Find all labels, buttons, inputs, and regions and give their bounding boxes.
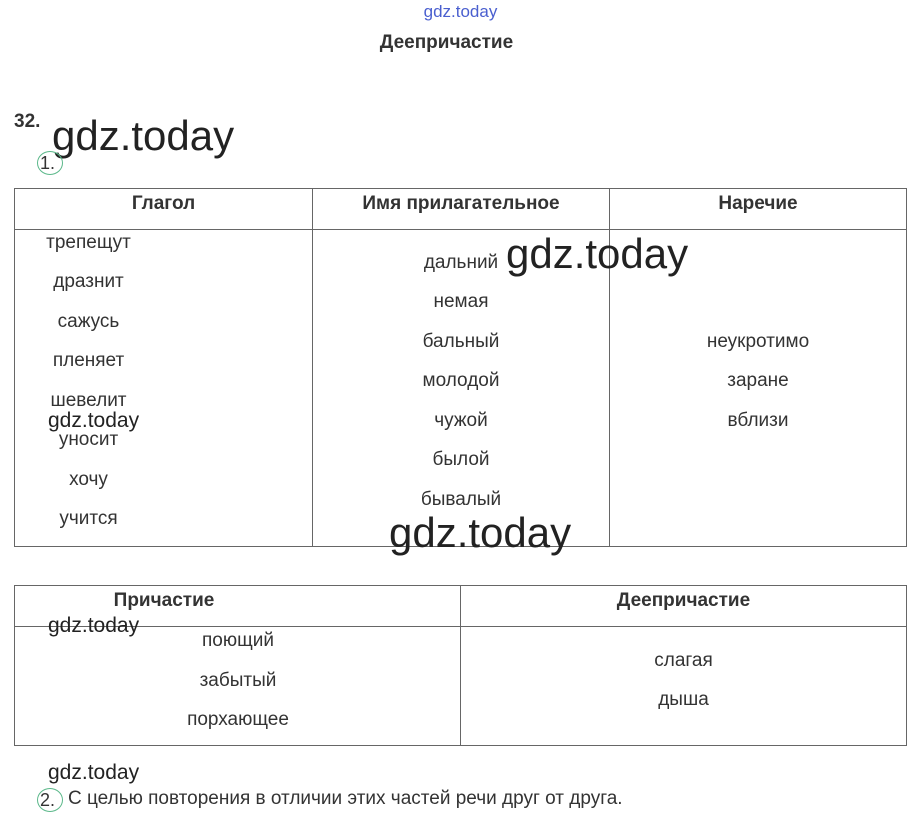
watermark: gdz.today	[48, 614, 140, 637]
gerunds-cell	[461, 627, 907, 746]
header-verb: Глагол	[15, 189, 313, 230]
watermark-top: gdz.today	[423, 2, 498, 21]
list-item: вблизи	[727, 410, 789, 431]
list-item: дыша	[658, 689, 709, 710]
list-item: чужой	[434, 410, 488, 431]
part1-label: 1.	[37, 151, 63, 175]
gerunds-list	[461, 627, 906, 745]
watermark: gdz.today	[52, 112, 235, 159]
parts-of-speech-table	[14, 188, 907, 547]
watermark: gdz.today	[389, 509, 572, 556]
list-item: былой	[432, 449, 490, 470]
list-item: сажусь	[57, 311, 120, 332]
part2-label: 2.	[37, 788, 63, 812]
header-adjective: Имя прилагательное	[313, 189, 610, 230]
list-item: бывалый	[420, 489, 502, 510]
watermark: gdz.today	[48, 761, 140, 784]
list-item: уносит	[58, 429, 119, 450]
header-adverb: Наречие	[610, 189, 907, 230]
list-item: поющий	[202, 630, 274, 651]
list-item: шевелит	[50, 390, 127, 411]
header-participle-label: Причастие	[113, 590, 215, 611]
list-item: слагая	[654, 650, 713, 671]
watermark: gdz.today	[48, 409, 140, 432]
table-header-row	[15, 189, 907, 230]
list-item: неукротимо	[706, 331, 810, 352]
list-item: немая	[433, 291, 489, 312]
participles-cell	[15, 627, 461, 746]
list-item: забытый	[199, 670, 277, 691]
list-item: дальний	[423, 252, 499, 273]
verbs-list	[15, 230, 162, 546]
table-body-row	[15, 627, 907, 746]
list-item: учится	[59, 508, 118, 529]
list-item: трепещут	[46, 232, 131, 253]
section-title: Деепричастие	[379, 32, 514, 53]
list-item: дразнит	[53, 271, 124, 292]
list-item: молодой	[422, 370, 500, 391]
table-body-row	[15, 230, 907, 547]
part2-answer: С целью повторения в отличии этих частей речи друг от друга.	[68, 788, 623, 809]
list-item: бальный	[422, 331, 500, 352]
list-item: пленяет	[52, 350, 125, 371]
watermark: gdz.today	[506, 230, 689, 277]
header-gerund: Деепричастие	[461, 586, 907, 627]
exercise-number: 32.	[14, 111, 41, 132]
list-item: заране	[727, 370, 789, 391]
table-header-row	[15, 586, 907, 627]
participles-list	[15, 627, 461, 745]
list-item: хочу	[69, 469, 108, 490]
verbs-cell	[15, 230, 313, 547]
participles-table	[14, 585, 907, 746]
list-item: порхающее	[187, 709, 289, 730]
